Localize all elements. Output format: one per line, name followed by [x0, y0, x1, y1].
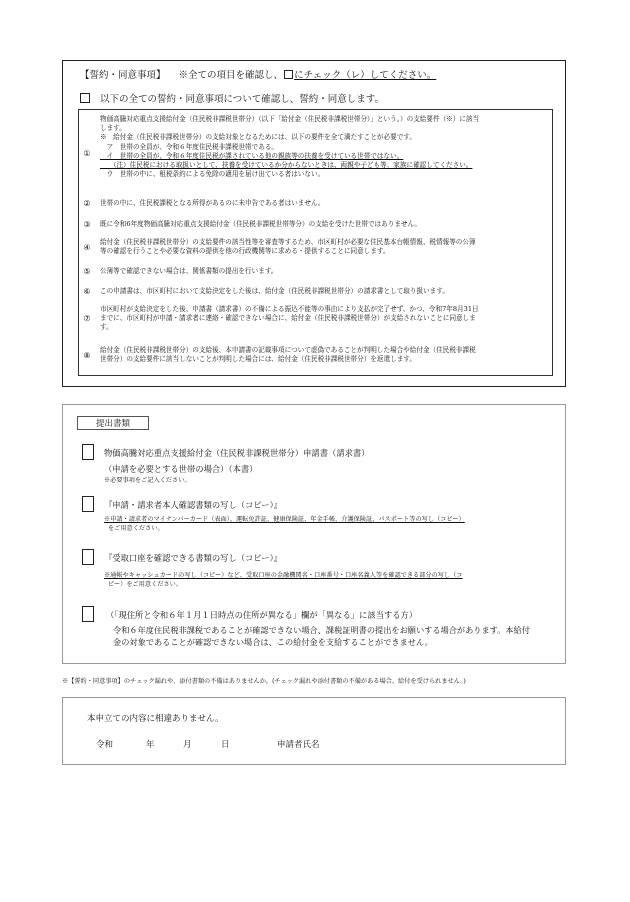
oath-instruction: ※全ての項目を確認し、 にチェック（レ）してください。 [178, 70, 437, 81]
agree-all-label: 以下の全ての誓約・同意事項について確認し、誓約・同意します。 [100, 94, 385, 105]
oath-item-number: ② [83, 199, 91, 208]
oath-header [80, 67, 436, 81]
date-era: 令和 [96, 740, 114, 750]
oath-line: 世帯分）の支給要件に該当しないことが判明した場合には、給付金（住民税非課税世帯分）を返還します。 [100, 355, 416, 364]
doc-body-tax-cert-2: 金の対象であることが確認できない場合は、この給付金を支給することができません。 [113, 637, 433, 647]
date-year-label: 年 [146, 740, 155, 750]
date-day-label: 日 [221, 740, 230, 750]
doc-checkbox-application[interactable] [82, 444, 94, 460]
oath-line: 既に令和6年度物価高騰対応重点支援給付金（住民税非課税世帯等分）の支給を受けた世帯ではありません。 [100, 220, 422, 228]
oath-line: イ 世帯の全員が、令和６年度住民税が課されている他の親族等の扶養を受けている世帯ではない。 [100, 151, 404, 160]
oath-item-number: ⑤ [83, 267, 91, 276]
doc-body-tax-cert: 令和６年度住民税非課税であることが確認できない場合、課税証明書の提出をお願いする場合があります。本給付 [113, 625, 530, 635]
date-month-label: 月 [183, 740, 192, 750]
doc-title-account: 『受取口座を確認できる書類の写し（コピー）』 [104, 553, 283, 563]
oath-line: 世帯の中に、住民税課税となる所得があるのに未申告である者はいません。 [100, 199, 325, 207]
doc-title-tax-cert: （「現住所と令和６年１月１日時点の住所が異なる」欄が「異なる」に該当する方） [106, 610, 418, 620]
doc-note-account-2: ピー）をご用意ください。 [108, 581, 183, 588]
doc-title-id: 『申請・請求者本人確認書類の写し（コピー）』 [104, 500, 283, 510]
oath-item-number: ① [83, 149, 91, 158]
oath-line: す。 [100, 323, 113, 332]
applicant-name-label: 申請者氏名 [277, 740, 320, 750]
footnote: ※【誓約・同意事項】のチェック漏れや、添付書類の不備はありませんか。(チェック漏れや添付書類の不備がある場合、給付を受けられません。) [62, 678, 466, 685]
oath-item-number: ⑥ [83, 287, 91, 296]
doc-subtitle-application: （申請を必要とする世帯の場合）（本書） [104, 464, 258, 474]
oath-line: 給付金（住民税非課税世帯分）の支給後、本申請書の記載事項について虚偽であることが判明した場合や給付金（住民税非課税 [100, 346, 476, 354]
doc-checkbox-id[interactable] [82, 496, 94, 512]
doc-note-id: ※申請・請求者のマイナンバーカード（表面）、運転免許証、健康保険証、年金手帳、介護保険証、パスポート等の写し（コピー） [104, 516, 465, 523]
oath-line: 物価高騰対応重点支援給付金（住民税非課税世帯分）（以下「給付金（住民税非課税世帯分）」という。）の支給要件（※）に該当 [100, 115, 480, 123]
agree-all-row [80, 91, 384, 105]
doc-note-account: ※通帳やキャッシュカードの写し（コピー）など、受取口座の金融機関名・口座番号・口座名義人等を確認できる部分の写し（コ [104, 572, 463, 579]
oath-line: 給付金（住民税非課税世帯分）の支給要件の該当性等を審査等するため、市区町村が必要な住民基本台帳情報、税情報等の公簿 [100, 238, 476, 246]
oath-items-box [78, 109, 553, 376]
oath-line: 市区町村が支給決定をした後、申請書（請求書）の不備による振込不能等の事由により支払が完了せず、かつ、令和7年8月31日 [100, 305, 479, 313]
oath-line: （注）住民税における取扱いとして、扶養を受けているか分からないときは、両親や子ども等、家族に確認してください。 [100, 161, 473, 170]
doc-note-application: ※必要事項をご記入ください。 [104, 477, 191, 484]
oath-line: までに、市区町村が申請・請求者に連絡・確認できない場合に、給付金（住民税非課税世帯分）が支給されないことに同意しま [100, 314, 476, 323]
oath-item-number: ④ [83, 243, 91, 252]
oath-line: 公簿等で確認できない場合は、関係書類の提出を行います。 [100, 267, 278, 275]
oath-line: ウ 世帯の中に、租税条約による免除の適用を届け出ている者はいない。 [100, 170, 325, 179]
doc-note-id-2: をご用意ください。 [108, 525, 164, 532]
oath-line: ア 世帯の全員が、令和６年度住民税非課税世帯である。 [100, 142, 279, 151]
oath-heading: 【誓約・同意事項】 [80, 70, 166, 81]
oath-item [79, 115, 552, 191]
submission-title: 提出書類 [77, 416, 149, 430]
agree-all-checkbox[interactable] [80, 93, 90, 103]
declaration-section [62, 697, 566, 765]
oath-item-number: ⑧ [83, 351, 91, 360]
oath-item-number: ③ [83, 220, 91, 229]
oath-line: この申請書は、市区町村において支給決定をした後は、給付金（住民税非課税世帯分）の請求書として取り扱います。 [100, 287, 449, 295]
oath-item-number: ⑦ [83, 314, 91, 323]
oath-line: します。 [100, 124, 126, 133]
checkbox-sample-icon [284, 70, 293, 79]
doc-checkbox-account[interactable] [82, 549, 94, 565]
declaration-text: 本申立ての内容に相違ありません。 [87, 714, 224, 724]
doc-title-application: 物価高騰対応重点支援給付金（住民税非課税世帯分）申請書（請求書） [104, 448, 370, 458]
oath-line: 等の確認を行うことや必要な資料の提供を他の行政機関等に求める・提供することに同意します。 [100, 247, 390, 256]
oath-line: ※ 給付金（住民税非課税世帯分）の支給対象となるためには、以下の要件を全て満たすことが必要です。 [100, 133, 416, 142]
doc-checkbox-tax-cert[interactable] [82, 606, 94, 622]
